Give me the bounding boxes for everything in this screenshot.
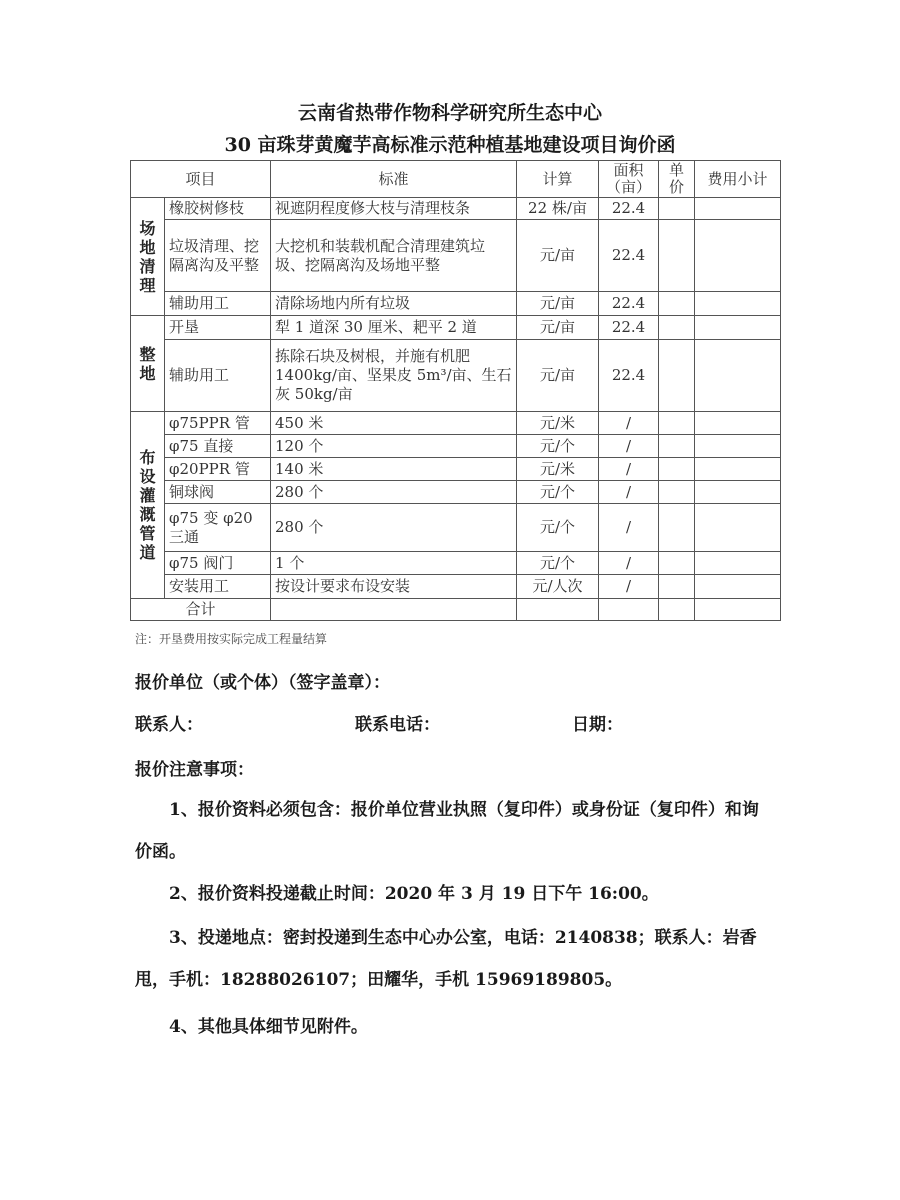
calc-cell: 元/个 xyxy=(517,552,599,575)
table-row xyxy=(131,198,781,220)
standard-cell: 拣除石块及树根，并施有机肥 1400kg/亩、坚果皮 5m³/亩、生石灰 50kg/亩 xyxy=(271,340,517,412)
item-cell: 橡胶树修枝 xyxy=(165,198,271,220)
header-item: 项目 xyxy=(131,161,271,198)
calc-cell: 元/个 xyxy=(517,481,599,504)
unit-price-cell xyxy=(659,552,695,575)
table-row xyxy=(131,481,781,504)
date-label: 日期： xyxy=(572,715,623,735)
table-row xyxy=(131,292,781,316)
item-cell: φ75 阀门 xyxy=(165,552,271,575)
category-cell: 布设灌溉管道 xyxy=(131,412,165,599)
calc-cell: 元/亩 xyxy=(517,292,599,316)
unit-price-cell xyxy=(659,198,695,220)
table-note: 注：开垦费用按实际完成工程量结算 xyxy=(135,632,328,646)
unit-price-cell xyxy=(659,292,695,316)
quote-unit-label: 报价单位（或个体）（签字盖章）： xyxy=(135,673,390,693)
area-cell: / xyxy=(599,458,659,481)
subtotal-cell xyxy=(695,458,781,481)
area-cell: 22.4 xyxy=(599,198,659,220)
item-cell: 辅助用工 xyxy=(165,340,271,412)
standard-cell: 按设计要求布设安装 xyxy=(271,575,517,599)
standard-cell: 视遮阴程度修大枝与清理枝条 xyxy=(271,198,517,220)
organization-title: 云南省热带作物科学研究所生态中心 xyxy=(297,102,602,124)
item-cell: 开垦 xyxy=(165,316,271,340)
unit-price-cell xyxy=(659,458,695,481)
item-cell: 铜球阀 xyxy=(165,481,271,504)
standard-cell: 清除场地内所有垃圾 xyxy=(271,292,517,316)
notice-item-1: 1、报价资料必须包含：报价单位营业执照（复印件）或身份证（复印件）和询价函。 xyxy=(135,800,759,862)
table-row xyxy=(131,504,781,552)
item-cell: 安装用工 xyxy=(165,575,271,599)
standard-cell: 120 个 xyxy=(271,435,517,458)
calc-cell: 元/亩 xyxy=(517,340,599,412)
standard-cell: 280 个 xyxy=(271,504,517,552)
table-row xyxy=(131,575,781,599)
table-row xyxy=(131,435,781,458)
table-row xyxy=(131,458,781,481)
item-cell: φ75PPR 管 xyxy=(165,412,271,435)
subtotal-cell xyxy=(695,412,781,435)
quote-table xyxy=(130,160,781,621)
header-area: 面积（亩） xyxy=(599,161,659,198)
calc-cell: 元/亩 xyxy=(517,316,599,340)
table-row xyxy=(131,340,781,412)
subtotal-cell xyxy=(695,340,781,412)
item-cell: φ75 直接 xyxy=(165,435,271,458)
standard-cell: 1 个 xyxy=(271,552,517,575)
area-cell: / xyxy=(599,481,659,504)
unit-price-cell xyxy=(659,316,695,340)
unit-price-cell xyxy=(659,481,695,504)
calc-cell: 元/个 xyxy=(517,504,599,552)
calc-cell: 元/米 xyxy=(517,412,599,435)
area-cell: / xyxy=(599,552,659,575)
area-cell: / xyxy=(599,575,659,599)
item-cell: φ20PPR 管 xyxy=(165,458,271,481)
phone-label: 联系电话： xyxy=(355,715,440,735)
item-cell: φ75 变 φ20 三通 xyxy=(165,504,271,552)
unit-price-cell xyxy=(659,575,695,599)
unit-price-cell xyxy=(659,504,695,552)
notice-item-2: 2、报价资料投递截止时间：2020 年 3 月 19 日下午 16:00。 xyxy=(169,884,659,904)
subtotal-cell xyxy=(695,220,781,292)
area-cell: / xyxy=(599,504,659,552)
header-subtotal: 费用小计 xyxy=(695,161,781,198)
subtotal-cell xyxy=(695,504,781,552)
subtotal-cell xyxy=(695,198,781,220)
subtotal-cell xyxy=(695,481,781,504)
calc-cell: 元/亩 xyxy=(517,220,599,292)
calc-cell: 22 株/亩 xyxy=(517,198,599,220)
area-cell: / xyxy=(599,435,659,458)
category-cell: 场地清理 xyxy=(131,198,165,316)
category-cell: 整地 xyxy=(131,316,165,412)
total-row xyxy=(131,599,781,621)
header-unit-price: 单价 xyxy=(659,161,695,198)
notice-item-4: 4、其他具体细节见附件。 xyxy=(169,1017,368,1037)
item-cell: 垃圾清理、挖隔离沟及平整 xyxy=(165,220,271,292)
header-calc: 计算 xyxy=(517,161,599,198)
area-cell: 22.4 xyxy=(599,220,659,292)
standard-cell: 大挖机和装载机配合清理建筑垃圾、挖隔离沟及场地平整 xyxy=(271,220,517,292)
calc-cell: 元/人次 xyxy=(517,575,599,599)
calc-cell: 元/个 xyxy=(517,435,599,458)
table-header-row xyxy=(131,161,781,198)
table-row xyxy=(131,412,781,435)
area-cell: / xyxy=(599,412,659,435)
area-cell: 22.4 xyxy=(599,316,659,340)
table-row xyxy=(131,316,781,340)
table-row xyxy=(131,220,781,292)
subtotal-cell xyxy=(695,316,781,340)
notice-item-3: 3、投递地点：密封投递到生态中心办公室，电话：2140838；联系人：岩香甩，手机：18288026107；田耀华，手机 15969189805。 xyxy=(135,928,757,990)
unit-price-cell xyxy=(659,220,695,292)
subtotal-cell xyxy=(695,292,781,316)
total-label: 合计 xyxy=(131,599,271,621)
notice-heading: 报价注意事项： xyxy=(135,760,254,780)
document-title: 30 亩珠芽黄魔芋高标准示范种植基地建设项目询价函 xyxy=(224,134,676,156)
standard-cell: 450 米 xyxy=(271,412,517,435)
standard-cell: 犁 1 道深 30 厘米、耙平 2 道 xyxy=(271,316,517,340)
area-cell: 22.4 xyxy=(599,340,659,412)
unit-price-cell xyxy=(659,412,695,435)
subtotal-cell xyxy=(695,575,781,599)
table-row xyxy=(131,552,781,575)
header-standard: 标准 xyxy=(271,161,517,198)
contact-label: 联系人： xyxy=(135,715,203,735)
standard-cell: 140 米 xyxy=(271,458,517,481)
unit-price-cell xyxy=(659,435,695,458)
item-cell: 辅助用工 xyxy=(165,292,271,316)
total-value-cell xyxy=(695,599,781,621)
standard-cell: 280 个 xyxy=(271,481,517,504)
area-cell: 22.4 xyxy=(599,292,659,316)
unit-price-cell xyxy=(659,340,695,412)
subtotal-cell xyxy=(695,552,781,575)
subtotal-cell xyxy=(695,435,781,458)
calc-cell: 元/米 xyxy=(517,458,599,481)
